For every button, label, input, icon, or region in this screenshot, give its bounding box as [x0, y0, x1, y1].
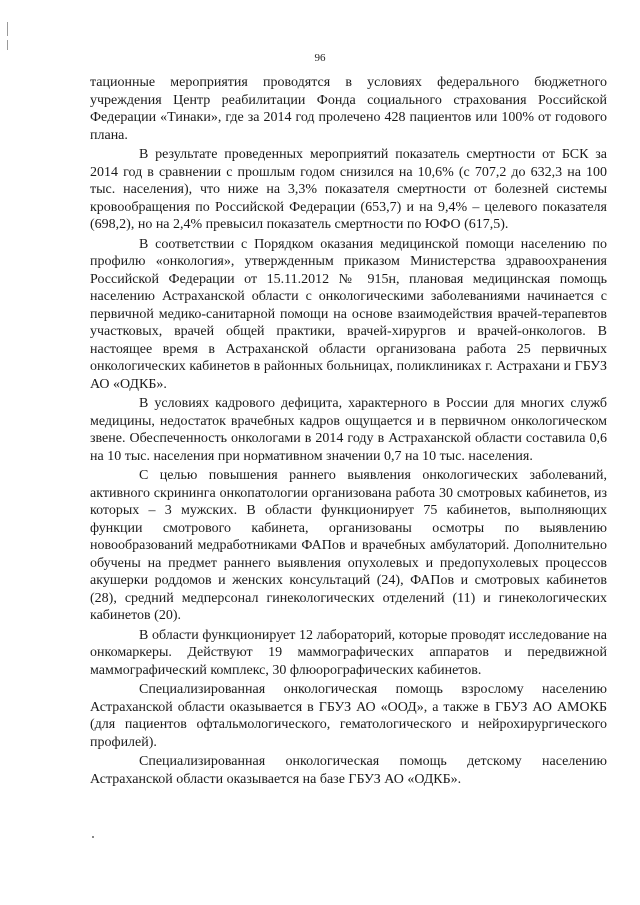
paragraph: тационные мероприятия проводятся в условиях федерального бюджетного учреждения Центр реабилитации Фонда социального страхования Российской Федерации «Тинаки», где за 2014 год пролечено 428 пациентов или 100% от годового плана. [90, 75, 607, 143]
page-number: 96 [314, 52, 326, 64]
paragraph: В условиях кадрового дефицита, характерного в России для многих служб медицины, недостаток врачебных кадров ощущается и в первичном онкологическом звене. Обеспеченность онкологами в 2014 году в Астраханской области составила 0,6 на 10 тыс. населения при нормативном значении 0,7 на 10 тыс. населения. [90, 396, 607, 464]
paragraph: С целью повышения раннего выявления онкологических заболеваний, активного скрининга онкопатологии организована работа 30 смотровых кабинетов, из которых – 3 мужских. В области функционирует 75 кабинетов, выполняющих функции смотрового кабинета, организованы осмотры по выявлению новообразований медработниками ФАПов и врачебных амбулаторий. Дополнительно обучены на предмет раннего выявления опухолевых и предопухолевых процессов акушерки роддомов и женских консультаций (24), ФАПов и смотровых кабинетов (28), средний медперсонал гинекологических отделений (11) и гинекологических кабинетов (20). [90, 468, 607, 623]
paragraph: В соответствии с Порядком оказания медицинской помощи населению по профилю «онкология», утвержденным приказом Министерства здравоохранения Российской Федерации от 15.11.2012 № 915н, плановая медицинская помощь населению Астраханской области с онкологическими заболеваниями начинается с первичной медико-санитарной помощи на основе взаимодействия врачей-терапевтов участковых, врачей общей практики, врачей-хирургов и врачей-онкологов. В настоящее время в Астраханской области организована работа 25 первичных онкологических кабинетов в районных больницах, поликлиниках г. Астрахани и ГБУЗ АО «ОДКБ». [90, 236, 607, 392]
scan-artifact-dot [92, 836, 94, 838]
paragraph: В результате проведенных мероприятий показатель смертности от БСК за 2014 год в сравнении с прошлым годом снизился на 10,6% (с 707,2 до 632,3 на 100 тыс. населения), что ниже на 3,3% показателя смертности от болезней системы кровообращения по Российской Федерации (653,7) и на 9,4% – целевого показателя (698,2), но на 2,4% превысил показатель смертности по ЮФО (617,5). [90, 147, 607, 232]
scan-margin-mark [7, 40, 8, 50]
paragraph: Специализированная онкологическая помощь взрослому населению Астраханской области оказывается в ГБУЗ АО «ООД», а также в ГБУЗ АО АМОКБ (для пациентов офтальмологического, гематологического и нейрохирургического профилей). [90, 682, 607, 750]
paragraph: В области функционирует 12 лабораторий, которые проводят исследование на онкомаркеры. Действуют 19 маммографических аппаратов и передвижной маммографический комплекс, 30 флюорографических кабинетов. [90, 627, 607, 678]
document-body [90, 74, 607, 790]
scan-margin-mark [7, 22, 8, 36]
paragraph: Специализированная онкологическая помощь детскому населению Астраханской области оказывается на базе ГБУЗ АО «ОДКБ». [90, 754, 607, 787]
